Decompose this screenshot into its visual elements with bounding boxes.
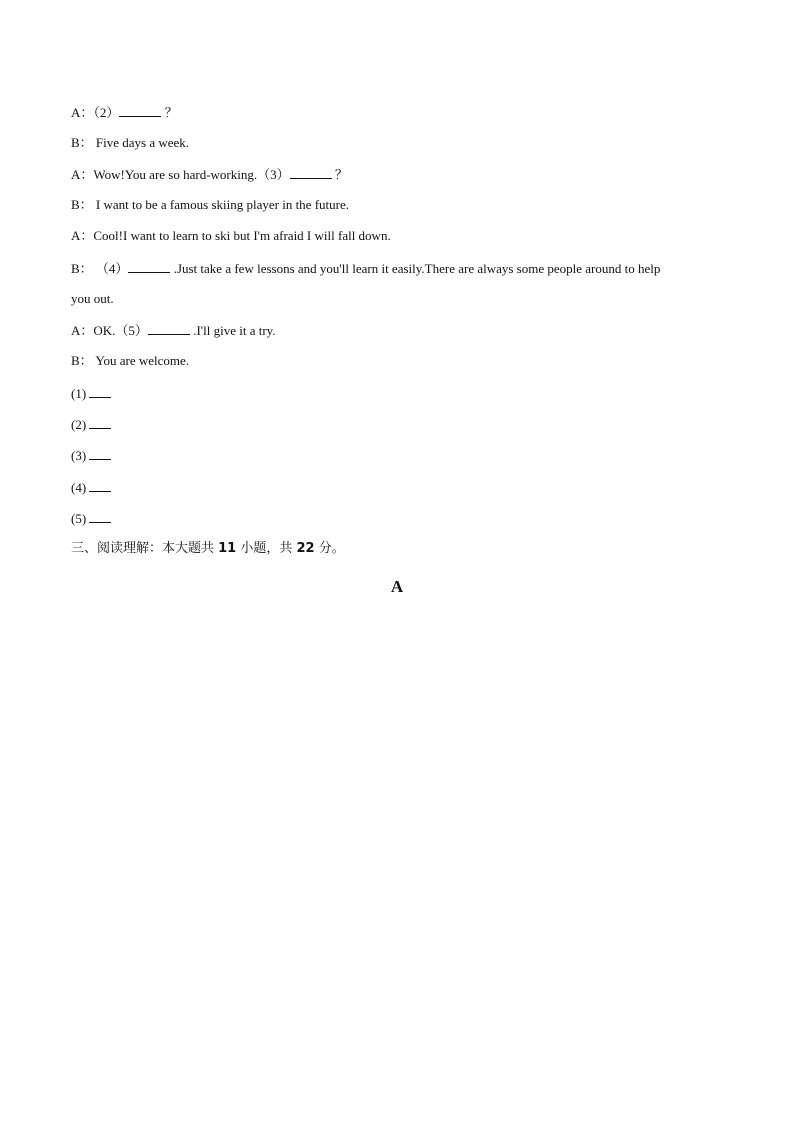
answer-number: (3): [71, 448, 90, 463]
dialogue-line-4: [71, 197, 349, 213]
answer-line-3: [71, 447, 111, 464]
dialogue-line-9: [71, 353, 189, 369]
answer-line-2: [71, 416, 111, 433]
section-heading: [71, 541, 345, 557]
line-text: OK.: [93, 323, 116, 338]
answer-line-5: [71, 510, 111, 527]
dialogue-line-8: [71, 322, 276, 339]
answer-field-4[interactable]: [89, 479, 111, 492]
speaker-label: B：: [71, 353, 93, 368]
answer-number: (4): [71, 480, 90, 495]
total-score: 22: [296, 541, 315, 556]
dialogue-line-5: [71, 228, 391, 244]
answer-blank-3[interactable]: [290, 166, 332, 179]
question-number: （3）: [257, 167, 290, 182]
line-text: Cool!I want to learn to ski but I'm afraid I will fall down.: [93, 228, 391, 243]
answer-field-2[interactable]: [89, 416, 111, 429]
line-text: I want to be a famous skiing player in the future.: [92, 197, 349, 212]
question-number: （2）: [93, 105, 120, 120]
answer-field-1[interactable]: [89, 385, 111, 398]
line-suffix: .Just take a few lessons and you'll learn it easily.There are always some people around to help: [170, 261, 661, 276]
answer-line-4: [71, 479, 111, 496]
answer-field-5[interactable]: [89, 510, 111, 523]
answer-number: (5): [71, 511, 90, 526]
line-text: Wow!You are so hard-working.: [93, 167, 258, 182]
line-text: You are welcome.: [92, 353, 190, 368]
answer-line-1: [71, 385, 111, 402]
speaker-label: B：: [71, 197, 93, 212]
line-text: you out.: [71, 291, 114, 306]
answer-blank-2[interactable]: [119, 104, 161, 117]
passage-label: A: [390, 577, 404, 596]
dialogue-line-7: [71, 291, 114, 307]
speaker-label: A：: [71, 228, 94, 243]
speaker-label: B：: [71, 261, 93, 276]
answer-number: (1): [71, 386, 90, 401]
question-number: （4）: [92, 261, 129, 276]
speaker-label: A：: [71, 105, 94, 120]
answer-blank-4[interactable]: [128, 260, 170, 273]
line-suffix: .I'll give it a try.: [189, 323, 276, 338]
line-text: Five days a week.: [92, 135, 190, 150]
section-suffix: 分。: [314, 541, 345, 556]
dialogue-line-1: [71, 104, 178, 121]
section-middle: 小题，共: [236, 541, 297, 556]
question-number: （5）: [115, 323, 148, 338]
answer-number: (2): [71, 417, 90, 432]
speaker-label: A：: [71, 167, 94, 182]
line-suffix: ？: [161, 105, 178, 120]
section-prefix: 三、阅读理解：本大题共: [71, 541, 219, 556]
speaker-label: B：: [71, 135, 93, 150]
answer-field-3[interactable]: [89, 447, 111, 460]
dialogue-line-2: [71, 135, 189, 151]
line-suffix: ？: [331, 167, 348, 182]
answer-blank-5[interactable]: [148, 322, 190, 335]
dialogue-line-3: [71, 166, 348, 183]
question-count: 11: [218, 541, 237, 556]
speaker-label: A：: [71, 323, 94, 338]
dialogue-line-6: [71, 260, 660, 277]
